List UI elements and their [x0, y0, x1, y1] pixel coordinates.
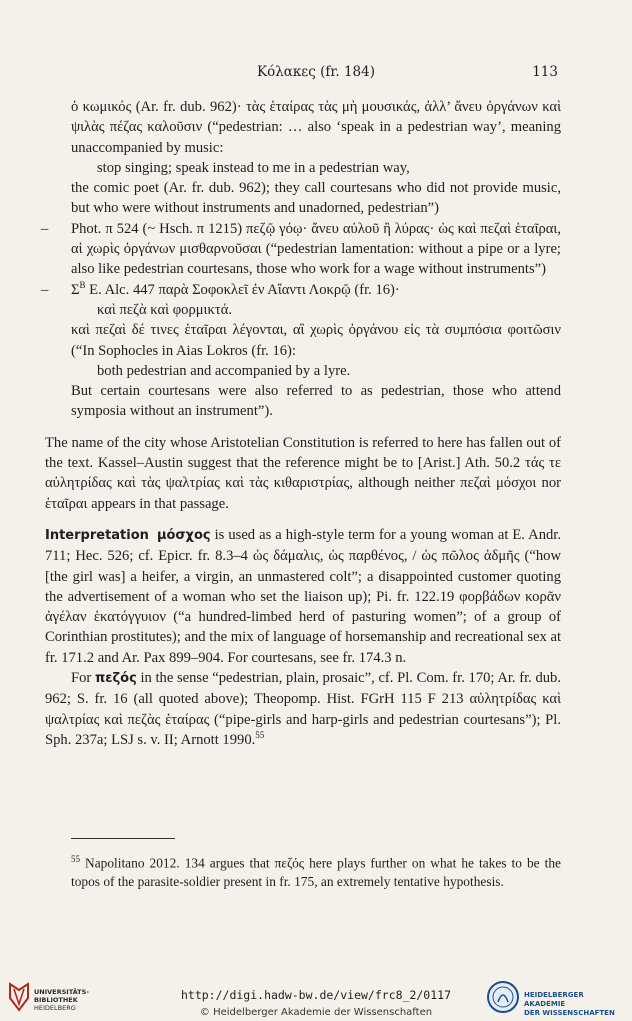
page-header — [0, 64, 632, 84]
footnote-divider — [71, 838, 175, 839]
section-label: Interpretation — [45, 527, 149, 543]
quote-line-2: the comic poet (Ar. fr. dub. 962); they call courtesans who did not provide music, but who were without instruments and unadorned, pedestrian”) — [71, 180, 561, 217]
library-name: UNIVERSITÄTS- BIBLIOTHEK HEIDELBERG — [34, 988, 89, 1012]
page-footer — [0, 976, 632, 1021]
interpretation-text: is used as a high-style term for a young woman at E. Andr. 711; Hec. 526; cf. Epicr. fr. 8.3–4 ὡς δάμαλις, ὡς παρθένος, / ὡς πῶλος ἀδμῆς (“how [the girl was] a heifer, a virgin, an unmastered colt”; a disappointed customer quoting the advertisement of a woman who set the liaison up); Pi. fr. 122.19 φορβάδων κορᾶν ἀγέλαν ἑκατόγγυιον (“a hundred-limbed herd of pasturing women”; of a group of Corinthian prostitutes); and the mix of language of horsemanship and recreational sex at fr. 171.2 and Ar. Pax 899–904. For courtesans, see fr. 174.3 n. — [45, 526, 561, 666]
spacer — [71, 422, 561, 433]
academy-logo — [486, 980, 626, 1018]
spacer — [71, 514, 561, 525]
quote-verse-3: both pedestrian and accompanied by a lyre. — [97, 362, 351, 379]
dash-marker: – — [41, 220, 49, 237]
quote-line-3: καὶ πεζαὶ δέ τινες ἑταῖραι λέγονται, αἳ χωρὶς ὀργάνου εἰς τὰ συμπόσια φοιτῶσιν (“In Sophocles in Aias Lokros (fr. 16): — [71, 322, 561, 359]
lemma-pezos: πεζός — [94, 671, 137, 687]
source-scholia — [41, 279, 561, 300]
main-text — [41, 97, 562, 750]
quote-verse-2: καὶ πεζὰ καὶ φορμικτά. — [97, 301, 232, 318]
quote-verse-1: stop singing; speak instead to me in a pedestrian way, — [97, 159, 410, 176]
pezos-lead: For — [71, 670, 95, 687]
quote-line-1: ὁ κωμικός (Ar. fr. dub. 962)· τὰς ἑταίρας τὰς μὴ μουσικάς, ἀλλ’ ἄνευ ὀργάνων καὶ ψιλὰς πέζας καλοῦσιν (“pedestrian: … also ‘speak in a pedestrian way’, meaning unaccompanied by music: — [71, 99, 561, 156]
footer-copyright: © Heidelberger Akademie der Wissenschaften — [199, 1007, 433, 1018]
quote-line-4: But certain courtesans were also referred to as pedestrian, those who attend symposia without an instrument”). — [71, 383, 561, 420]
source-phot — [41, 219, 561, 280]
paragraph-interpretation — [45, 525, 561, 668]
pezos-text: in the sense “pedestrian, plain, prosaic”, cf. Pl. Com. fr. 170; Ar. fr. dub. 962; S. fr. 16 (all quoted above); Theopomp. Hist. FGrH 115 F 213 αὐλητρίδας καὶ ψαλτρίας καὶ πεζὰς ἑταίρας (“pipe-girls and harp-girls and pedestrian courtesans”); Pl. Sph. 237a; LSJ s. v. II; Arnott 1990. — [45, 670, 562, 748]
page-number: 113 — [532, 64, 558, 80]
paragraph-constitution: The name of the city whose Aristotelian Constitution is referred to here has fallen out of the text. Kassel–Austin suggest that the reference might be to [Arist.] Ath. 50.2 τάς τε αὐλητρίδας καὶ τὰς ψαλτρίας καὶ τὰς κιθαριστρίας, although neither πεζαὶ μόσχοι nor ἑταῖραι appears in that passage. — [45, 434, 561, 512]
lemma-moschos: μόσχος — [156, 527, 211, 543]
footnote — [71, 850, 561, 891]
scholia-sigma: Σ — [71, 281, 80, 298]
scholia-superscript: B — [79, 279, 86, 290]
academy-seal-icon — [486, 980, 520, 1014]
academy-name: HEIDELBERGER AKADEMIE DER WISSENSCHAFTEN — [524, 991, 615, 1017]
footnote-reference: 55 — [255, 730, 265, 741]
footer-url-link[interactable]: http://digi.hadw-bw.de/view/frc8_2/0117 — [180, 988, 452, 1002]
source-phot-text: Phot. π 524 (~ Hsch. π 1215) πεζῷ γόῳ· ἄνευ αὐλοῦ ἢ λύρας· ὡς καὶ πεζαὶ ἑταῖραι, αἱ χωρὶς ὀργάνων μισθαρνοῦσαι (“pedestrian lamentation: without a pipe or a lyre; also like pedestrian courtesans, those who work for a wage without instruments”) — [71, 220, 561, 278]
dash-marker: – — [41, 281, 49, 298]
paragraph-pezos — [45, 668, 561, 750]
footnote-text: Napolitano 2012. 134 argues that πεζός here plays further on what he takes to be the topos of the parasite-soldier present in fr. 175, an extremely tentative hypothesis. — [71, 855, 561, 889]
scholia-text: E. Alc. 447 παρὰ Σοφοκλεῖ ἐν Αἴαντι Λοκρῷ (fr. 16)· — [85, 281, 400, 298]
running-title: Κόλακες (fr. 184) — [256, 64, 376, 80]
footnote-number: 55 — [71, 854, 80, 864]
